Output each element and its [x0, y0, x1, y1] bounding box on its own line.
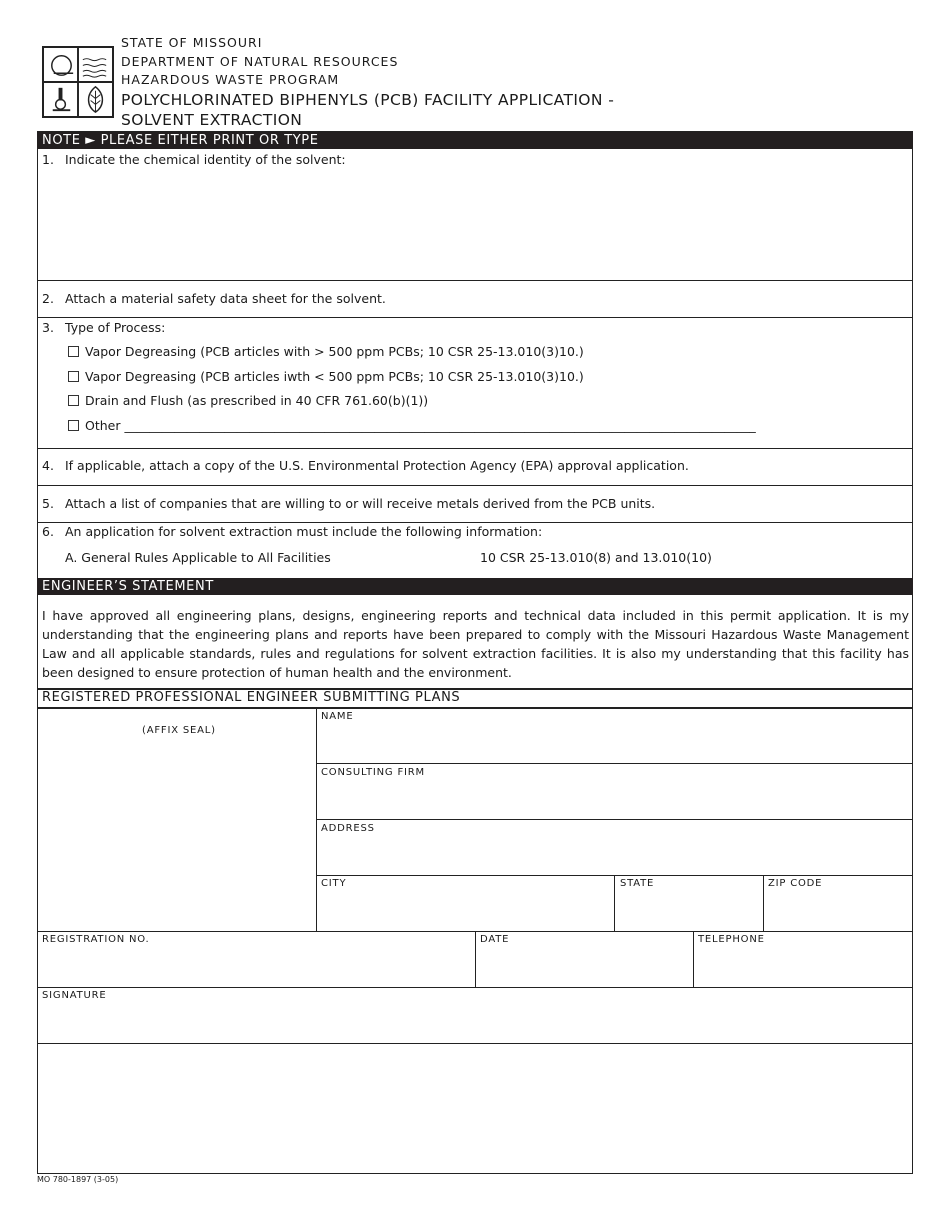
question-2-number: 2.: [42, 291, 54, 306]
city-label: CITY: [321, 878, 347, 889]
question-6-number: 6.: [42, 524, 54, 539]
question-3-number: 3.: [42, 320, 54, 335]
checkbox[interactable]: [68, 420, 79, 431]
question-5-number: 5.: [42, 496, 54, 511]
address-field[interactable]: [317, 820, 912, 875]
process-option-vapor-high[interactable]: [68, 344, 584, 359]
divider: [38, 448, 912, 449]
engineer-statement-bar: ENGINEER’S STATEMENT: [37, 578, 913, 595]
option-label: Other _____________________________________________________________________________________________________: [85, 418, 756, 433]
telephone-label: TELEPHONE: [698, 934, 765, 945]
name-field[interactable]: [317, 709, 912, 763]
registration-no-field[interactable]: [38, 932, 475, 987]
divider: [38, 485, 912, 486]
option-label: Vapor Degreasing (PCB articles with > 500 ppm PCBs; 10 CSR 25-13.010(3)10.): [85, 344, 584, 359]
date-field[interactable]: [476, 932, 693, 987]
question-1-text: Indicate the chemical identity of the solvent:: [65, 152, 346, 167]
process-option-vapor-low[interactable]: [68, 369, 584, 384]
question-1: [42, 152, 346, 167]
question-4-number: 4.: [42, 458, 54, 473]
question-4-text: If applicable, attach a copy of the U.S. Environmental Protection Agency (EPA) approval application.: [65, 458, 689, 473]
registration-no-label: REGISTRATION NO.: [42, 934, 150, 945]
process-option-drain-flush[interactable]: [68, 393, 428, 408]
process-option-other[interactable]: [68, 418, 756, 433]
engineer-statement-text: I have approved all engineering plans, designs, engineering reports and technical data included in this permit application. It is my understanding that the engineering plans and reports have been prepared to comply with the Missouri Hazardous Waste Management Law and all applicable standards, rules and regulations for solvent extraction facilities. It is also my understanding that this facility has been designed to ensure protection of human health and the environment.: [42, 608, 909, 680]
question-5: [42, 496, 655, 511]
agency-state: STATE OF MISSOURI: [121, 35, 263, 50]
agency-program: HAZARDOUS WASTE PROGRAM: [121, 72, 340, 87]
seal-area[interactable]: [38, 709, 316, 931]
divider: [38, 280, 912, 281]
question-6-text: An application for solvent extraction must include the following information:: [65, 524, 543, 539]
checkbox[interactable]: [68, 371, 79, 382]
divider: [38, 522, 912, 523]
zip-code-label: ZIP CODE: [768, 878, 823, 889]
note-bar: NOTE ► PLEASE EITHER PRINT OR TYPE: [37, 132, 913, 149]
option-label: Drain and Flush (as prescribed in 40 CFR 761.60(b)(1)): [85, 393, 429, 408]
question-6: [42, 524, 542, 539]
checkbox[interactable]: [68, 346, 79, 357]
question-2-text: Attach a material safety data sheet for the solvent.: [65, 291, 386, 306]
checkbox[interactable]: [68, 395, 79, 406]
consulting-firm-field[interactable]: [317, 764, 912, 819]
solvent-identity-field[interactable]: [38, 168, 912, 278]
signature-label: SIGNATURE: [42, 990, 107, 1001]
department-logo: [42, 46, 114, 118]
form-number: MO 780-1897 (3-05): [37, 1175, 119, 1184]
signature-field[interactable]: [38, 988, 912, 1043]
question-1-number: 1.: [42, 152, 54, 167]
form-title-line2: SOLVENT EXTRACTION: [121, 111, 303, 129]
city-field[interactable]: [317, 876, 614, 931]
address-label: ADDRESS: [321, 823, 375, 834]
registered-engineer-title: REGISTERED PROFESSIONAL ENGINEER SUBMITTING PLANS: [42, 690, 461, 705]
state-label: STATE: [620, 878, 655, 889]
application-form: [37, 131, 913, 1174]
state-field[interactable]: [615, 876, 763, 931]
divider: [38, 317, 912, 318]
question-4: [42, 458, 689, 473]
question-2: [42, 291, 386, 306]
telephone-field[interactable]: [694, 932, 912, 987]
option-label: Vapor Degreasing (PCB articles iwth < 500 ppm PCBs; 10 CSR 25-13.010(3)10.): [85, 369, 584, 384]
name-label: NAME: [321, 711, 354, 722]
form-title-line1: POLYCHLORINATED BIPHENYLS (PCB) FACILITY APPLICATION -: [121, 91, 615, 109]
zip-code-field[interactable]: [764, 876, 912, 931]
question-3: [42, 320, 165, 335]
date-label: DATE: [480, 934, 510, 945]
department-seal-icon: [44, 48, 112, 116]
divider: [38, 1043, 912, 1044]
affix-seal-label: (AFFIX SEAL): [142, 725, 216, 736]
consulting-firm-label: CONSULTING FIRM: [321, 767, 425, 778]
question-3-text: Type of Process:: [65, 320, 166, 335]
agency-department: DEPARTMENT OF NATURAL RESOURCES: [121, 54, 399, 69]
question-6-item-a: A. General Rules Applicable to All Facilities: [65, 550, 331, 565]
question-5-text: Attach a list of companies that are willing to or will receive metals derived from the PCB units.: [65, 496, 656, 511]
question-6-item-a-reference: 10 CSR 25-13.010(8) and 13.010(10): [480, 550, 712, 565]
